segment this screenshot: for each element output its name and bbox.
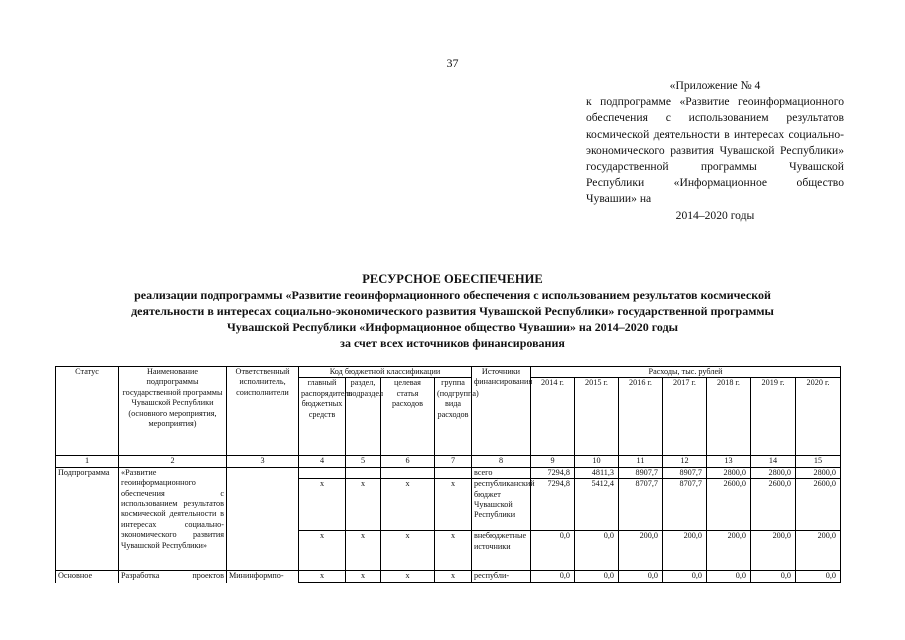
value-cell: 2800,0 [751,467,796,478]
header-sources: Источники финансирования [472,367,531,456]
column-number: 12 [663,456,707,467]
column-number: 6 [381,456,435,467]
column-number: 10 [575,456,619,467]
source-cell: всего [472,467,531,478]
code-cell: x [299,479,346,531]
value-cell: 2800,0 [796,467,841,478]
code-cell: x [299,571,346,583]
code-cell [435,467,472,478]
table-row [56,571,841,583]
column-number: 11 [619,456,663,467]
code-cell: x [435,479,472,531]
value-cell: 0,0 [619,571,663,583]
column-number: 7 [435,456,472,467]
value-cell: 0,0 [663,571,707,583]
header-year: 2019 г. [751,378,796,456]
value-cell: 8707,7 [663,479,707,531]
header-year: 2015 г. [575,378,619,456]
column-number: 8 [472,456,531,467]
row-name: Разработка проектов [119,571,227,583]
value-cell: 4811,3 [575,467,619,478]
value-cell: 0,0 [575,571,619,583]
column-number: 1 [56,456,119,467]
row-executor [227,467,299,570]
code-cell: x [435,531,472,571]
value-cell: 0,0 [531,571,575,583]
value-cell: 0,0 [575,531,619,571]
column-number: 15 [796,456,841,467]
header-year: 2016 г. [619,378,663,456]
appendix-block [586,78,844,224]
header-status: Статус [56,367,119,456]
code-cell [346,467,381,478]
row-name: «Развитие геоинформационного обеспечения с использованием результатов космической деятельности в интересах социально-экономического развития Чувашской Республики» [119,467,227,570]
value-cell: 8907,7 [663,467,707,478]
appendix-title: «Приложение № 4 [669,79,761,92]
value-cell: 8707,7 [619,479,663,531]
column-number: 5 [346,456,381,467]
heading-line: деятельности в интересах социально-экономического развития Чувашской Республики» государственной программы [131,304,774,318]
header-group: группа (подгруппа) вида расходов [435,378,472,456]
heading-line: реализации подпрограммы «Развитие геоинформационного обеспечения с использованием результатов космической [134,288,771,302]
value-cell: 200,0 [619,531,663,571]
header-year: 2014 г. [531,378,575,456]
code-cell: x [346,479,381,531]
code-cell: x [299,531,346,571]
source-cell: республиканский бюджет Чувашской Республики [472,479,531,531]
heading-title: РЕСУРСНОЕ ОБЕСПЕЧЕНИЕ [362,272,543,286]
header-executor: Ответственный исполнитель, соисполнители [227,367,299,456]
header-target: целевая статья расходов [381,378,435,456]
value-cell: 7294,8 [531,479,575,531]
heading-line: за счет всех источников финансирования [340,336,565,350]
header-name: Наименование подпрограммы государственной программы Чувашской Республики (основного мероприятия, мероприятия) [119,367,227,456]
value-cell: 0,0 [751,571,796,583]
table-header-row [56,367,841,378]
column-number: 2 [119,456,227,467]
code-cell: x [346,531,381,571]
table-row [56,467,841,478]
code-cell [299,467,346,478]
code-cell: x [381,571,435,583]
column-number: 3 [227,456,299,467]
resource-table [55,366,841,583]
code-cell [381,467,435,478]
row-executor: Мининформпо- [227,571,299,583]
column-number: 4 [299,456,346,467]
value-cell: 200,0 [707,531,751,571]
value-cell: 200,0 [663,531,707,571]
code-cell: x [381,531,435,571]
value-cell: 2600,0 [796,479,841,531]
column-number: 13 [707,456,751,467]
value-cell: 200,0 [796,531,841,571]
document-heading [0,271,905,351]
header-year: 2017 г. [663,378,707,456]
code-cell: x [381,479,435,531]
value-cell: 0,0 [707,571,751,583]
value-cell: 2600,0 [751,479,796,531]
column-number: 9 [531,456,575,467]
value-cell: 0,0 [531,531,575,571]
value-cell: 200,0 [751,531,796,571]
header-budget-code: Код бюджетной классификации [299,367,472,378]
header-expenses: Расходы, тыс. рублей [531,367,841,378]
heading-line: Чувашской Республики «Информационное общество Чувашии» на 2014–2020 годы [226,320,679,334]
value-cell: 0,0 [796,571,841,583]
value-cell: 5412,4 [575,479,619,531]
value-cell: 8907,7 [619,467,663,478]
page-number: 37 [446,56,459,70]
value-cell: 7294,8 [531,467,575,478]
header-year: 2020 г. [796,378,841,456]
header-section: раздел, подраздел [346,378,381,456]
header-year: 2018 г. [707,378,751,456]
source-cell: республи- [472,571,531,583]
column-number-row [56,456,841,467]
row-status: Основное [56,571,119,583]
column-number: 14 [751,456,796,467]
appendix-body: к подпрограмме «Развитие геоинформационного обеспечения с использованием результатов космической деятельности в интересах социально-экономического развития Чувашской Республики» государственной программы Чувашской Республики «Информационное общество Чувашии» на [586,95,844,206]
code-cell: x [346,571,381,583]
value-cell: 2800,0 [707,467,751,478]
header-grbs: главный распорядитель бюджетных средств [299,378,346,456]
source-cell: внебюджетные источники [472,531,531,571]
appendix-years: 2014–2020 годы [675,208,755,222]
value-cell: 2600,0 [707,479,751,531]
row-status: Подпрограмма [56,467,119,570]
code-cell: x [435,571,472,583]
